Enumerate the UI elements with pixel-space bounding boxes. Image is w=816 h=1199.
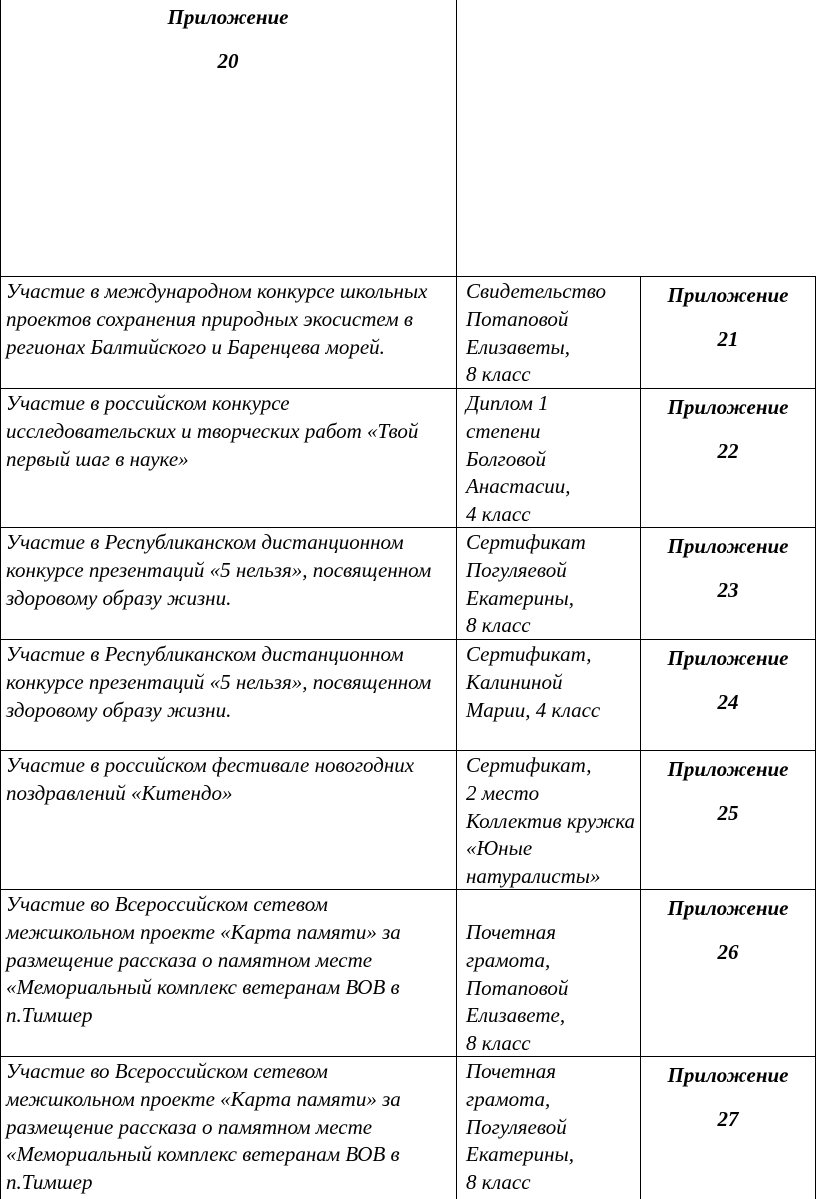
appendix-label: Приложение bbox=[667, 896, 789, 920]
appendix-label: Приложение bbox=[667, 534, 789, 558]
appendix-label: Приложение bbox=[667, 757, 789, 781]
appendix-label: Приложение bbox=[667, 283, 789, 307]
table-row-divider bbox=[0, 750, 816, 751]
appendix-reference bbox=[641, 394, 815, 464]
award-description: Сертификат, 2 место Коллектив кружка «Юные натуралисты» bbox=[466, 753, 636, 889]
table-row-divider bbox=[0, 889, 816, 890]
appendix-number: 27 bbox=[717, 1107, 739, 1131]
table-border-left bbox=[0, 0, 1, 1199]
appendix-reference bbox=[641, 533, 815, 603]
table-divider-col1 bbox=[456, 0, 457, 1199]
award-description: Свидетельство Потаповой Елизаветы, 8 класс bbox=[466, 279, 607, 387]
award-description: Диплом 1 степени Болговой Анастасии, 4 класс bbox=[466, 391, 571, 527]
appendix-reference bbox=[641, 645, 815, 715]
event-description: Участие в Республиканском дистанционном конкурсе презентаций «5 нельзя», посвященном здоровому образу жизни. bbox=[6, 642, 432, 722]
appendix-reference bbox=[641, 756, 815, 826]
appendix-reference bbox=[641, 1062, 815, 1132]
appendix-number: 20 bbox=[217, 49, 239, 73]
event-description: Участие в российском конкурсе исследовательских и творческих работ «Твой первый шаг в науке» bbox=[6, 391, 419, 471]
appendix-label: Приложение bbox=[667, 646, 789, 670]
appendix-number: 26 bbox=[717, 940, 739, 964]
appendix-number: 22 bbox=[717, 439, 739, 463]
appendix-reference bbox=[641, 282, 815, 352]
appendix-number: 21 bbox=[717, 327, 739, 351]
appendix-number: 25 bbox=[717, 801, 739, 825]
appendix-label: Приложение bbox=[667, 395, 789, 419]
table-row-divider bbox=[0, 276, 816, 277]
event-description: Участие во Всероссийском сетевом межшкольном проекте «Карта памяти» за размещение рассказа о памятном месте «Мемориальный комплекс ветеранам ВОВ в п.Тимшер bbox=[6, 1059, 401, 1195]
appendix-label: Приложение bbox=[667, 1063, 789, 1087]
award-description: Почетная грамота, Погуляевой Екатерины, 8 класс bbox=[466, 1059, 575, 1195]
award-description: Сертификат, Калининой Марии, 4 класс bbox=[466, 642, 601, 722]
event-description: Участие во Всероссийском сетевом межшкольном проекте «Карта памяти» за размещение рассказа о памятном месте «Мемориальный комплекс ветеранам ВОВ в п.Тимшер bbox=[6, 892, 401, 1028]
award-description: Сертификат Погуляевой Екатерины, 8 класс bbox=[466, 530, 586, 638]
table-row-divider bbox=[0, 527, 816, 528]
table-row-divider bbox=[0, 639, 816, 640]
appendix-number: 24 bbox=[717, 690, 739, 714]
award-description: Почетная грамота, Потаповой Елизавете, 8 класс bbox=[466, 920, 569, 1056]
appendix-reference bbox=[641, 895, 815, 965]
event-description: Участие в российском фестивале новогодних поздравлений «Китендо» bbox=[6, 753, 415, 805]
appendix-label: Приложение bbox=[167, 5, 289, 29]
table-row-divider bbox=[0, 388, 816, 389]
event-description: Участие в Республиканском дистанционном конкурсе презентаций «5 нельзя», посвященном здоровому образу жизни. bbox=[6, 530, 432, 610]
appendix-number: 23 bbox=[717, 578, 739, 602]
event-description: Участие в международном конкурсе школьных проектов сохранения природных экосистем в регионах Балтийского и Баренцева морей. bbox=[6, 279, 428, 359]
table-row-divider bbox=[0, 1056, 816, 1057]
